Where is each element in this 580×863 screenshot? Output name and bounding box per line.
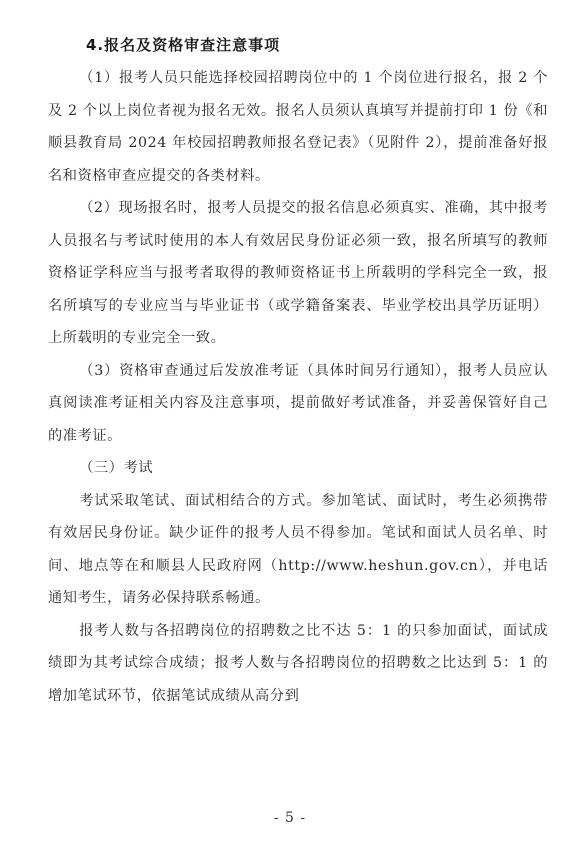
section-heading: 4.报名及资格审查注意事项: [86, 36, 281, 54]
paragraph-2: （2）现场报名时，报考人员提交的报名信息必须真实、准确，其中报考人员报名与考试时使用的本人有效居民身份证必须一致，报名所填写的教师资格证学科应当与报考者取得的教师资格证书上所载明的学科完全一致，报名所填写的专业应当与毕业证书（或学籍备案表、毕业学校出具学历证明）上所载明的专业完全一致。: [48, 200, 548, 346]
exam-paragraph-1: 考试采取笔试、面试相结合的方式。参加笔试、面试时，考生必须携带有效居民身份证。缺少证件的报考人员不得参加。笔试和面试人员名单、时间、地点等在和顺县人民政府网（http://www.heshun.gov.cn），并电话通知考生，请务必保持联系畅通。: [48, 492, 548, 606]
document-body: [48, 62, 548, 712]
paragraph-3: （3）资格审查通过后发放准考证（具体时间另行通知），报考人员应认真阅读准考证相关内容及注意事项，提前做好考试准备，并妥善保管好自己的准考证。: [48, 362, 548, 444]
paragraph-1: （1）报考人员只能选择校园招聘岗位中的 1 个岗位进行报名，报 2 个及 2 个以上岗位者视为报名无效。报名人员须认真填写并提前打印 1 份《和顺县教育局 2024 年校园招聘教师报名登记表》（见附件 2），提前准备好报名和资格审查应提交的各类材料。: [48, 70, 548, 184]
page-number: - 5 -: [273, 810, 307, 826]
exam-paragraph-2: 报考人数与各招聘岗位的招聘数之比不达 5：1 的只参加面试，面试成绩即为其考试综合成绩；报考人数与各招聘岗位的招聘数之比达到 5：1 的增加笔试环节，依据笔试成绩从高分到: [48, 622, 548, 704]
sub-heading-exam: （三）考试: [79, 460, 154, 476]
